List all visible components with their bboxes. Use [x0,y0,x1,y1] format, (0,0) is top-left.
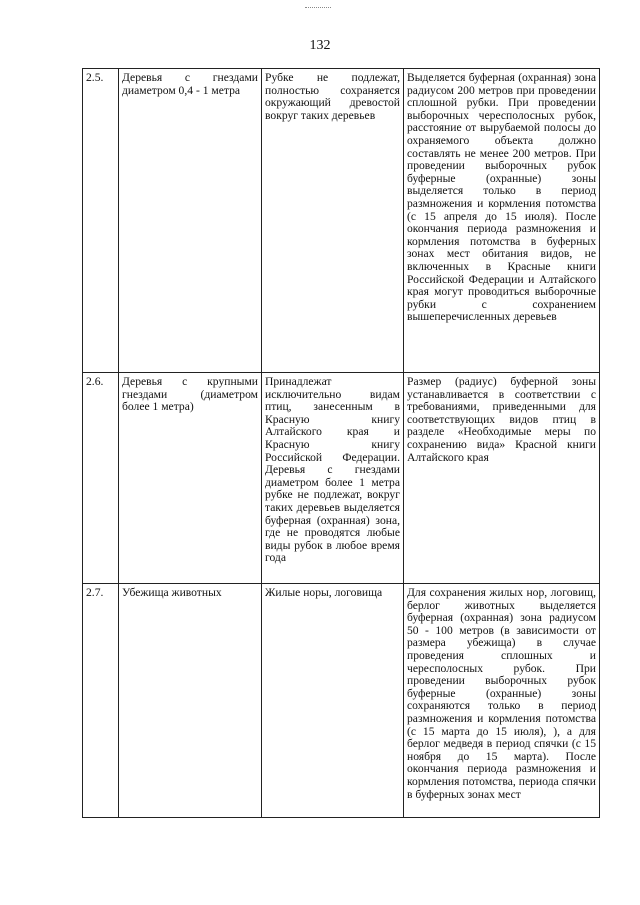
scan-mark [305,7,331,8]
object-cell: Убежища животных [119,584,262,818]
logging-rule-cell: Принадлежат исключительно видам птиц, занесенным в Красную книгу Алтайского края и Красную книгу Российской Федерации. Деревья с гнездами диаметром более 1 метра рубке не подлежат, вокруг таких деревьев выделяется буферная (охранная) зона, где не проводятся любые виды рубок в любое время года [262,373,404,584]
regulations-table [82,68,600,818]
row-number: 2.5. [83,69,119,373]
buffer-zone-cell: Для сохранения жилых нор, логовищ, берлог животных выделяется буферная (охранная) зона радиусом 50 - 100 метров (в зависимости от размера убежища) в случае проведения сплошных и чересполосных рубок. При проведении выборочных рубок буферные (охранные) зоны сохраняются только в период размножения и кормления потомства (с 15 марта до 15 июля), ), а для берлог медведя в период спячки (с 15 ноября до 15 марта). После окончания периода размножения и кормления потомства, периода спячки в буферных зонах мест [404,584,600,818]
table-row [83,584,600,818]
table-row [83,69,600,373]
page-number: 132 [309,38,331,53]
object-cell: Деревья с гнездами диаметром 0,4 - 1 метра [119,69,262,373]
object-cell: Деревья с крупными гнездами (диаметром более 1 метра) [119,373,262,584]
buffer-zone-cell: Выделяется буферная (охранная) зона радиусом 200 метров при проведении сплошной рубки. При проведении выборочных чересполосных рубок, расстояние от вырубаемой полосы до охраняемого объекта должно составлять не менее 200 метров. При проведении выборочных рубок буферные (охранные) зоны выделяется только в период размножения и кормления потомства (с 15 апреля до 15 июля). После окончания периода размножения и кормления потомства в буферных зонах мест обитания видов, не включенных в Красные книги Российской Федерации и Алтайского края могут проводиться выборочные рубки с сохранением вышеперечисленных деревьев [404,69,600,373]
buffer-zone-cell: Размер (радиус) буферной зоны устанавливается в соответствии с требованиями, приведенными для соответствующих видов птиц в разделе «Необходимые меры по сохранению вида» Красной книги Алтайского края [404,373,600,584]
logging-rule-cell: Рубке не подлежат, полностью сохраняется окружающий древостой вокруг таких деревьев [262,69,404,373]
row-number: 2.6. [83,373,119,584]
logging-rule-cell: Жилые норы, логовища [262,584,404,818]
table-row [83,373,600,584]
row-number: 2.7. [83,584,119,818]
